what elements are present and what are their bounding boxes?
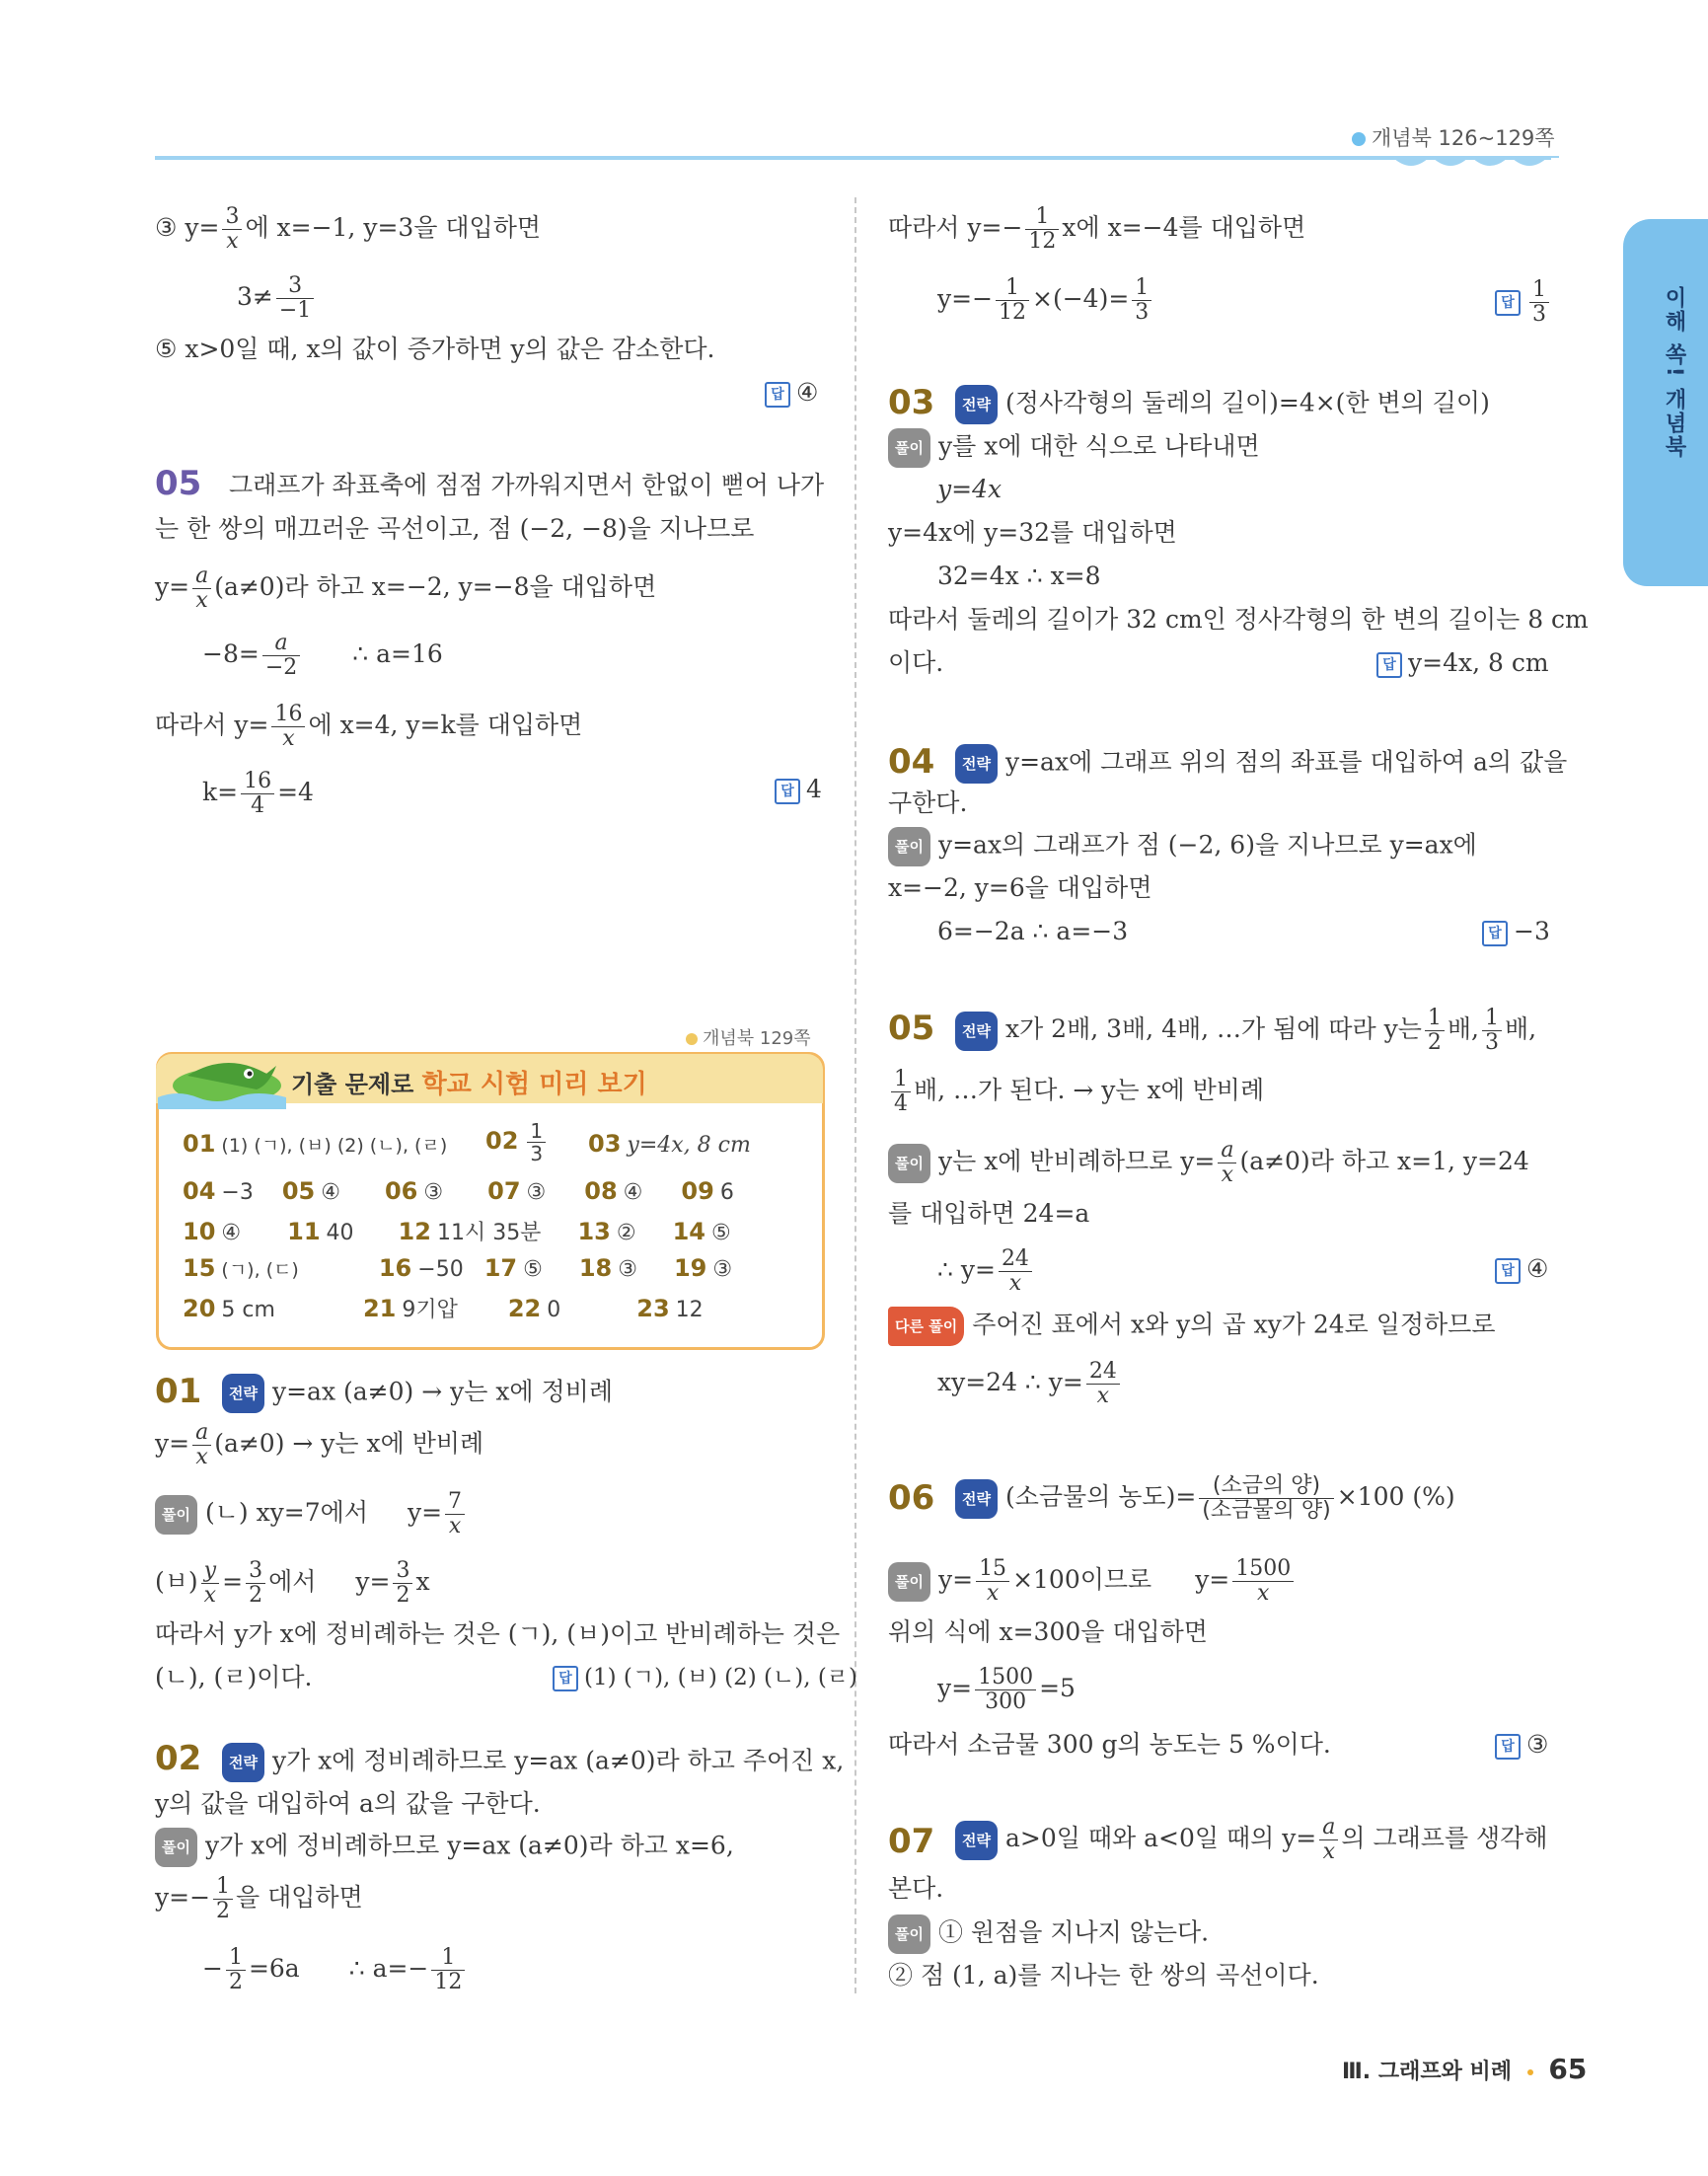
answer-icon: 답 — [1495, 1734, 1521, 1760]
left-p05-line6: k= $\frac{16}{4}$ =4 — [202, 769, 314, 819]
right-p07-line2: 본다. — [888, 1874, 944, 1903]
left-p05-line5: 따라서 y= $\frac{16}{x}$ 에 x=4, y=k를 대입하면 — [155, 702, 583, 752]
solution-tag: 풀이 — [155, 1828, 197, 1867]
right-p03-line1: 전략 (정사각형의 둘레의 길이)=4×(한 변의 길이) — [955, 385, 1490, 424]
right-p05-line2: $\frac{1}{4}$ 배, …가 된다. → y는 x에 반비례 — [888, 1068, 1264, 1116]
problem-number: 07 — [888, 1822, 935, 1861]
alt-solution-tag: 다른 풀이 — [888, 1307, 964, 1346]
right-p04-line5: 6=−2a ∴ a=−3 — [937, 917, 1129, 945]
box-row-1-item2: 02 $\frac{1}{3}$ — [485, 1120, 549, 1164]
right-p03-line7: 이다. — [888, 648, 944, 677]
left-p05-line4: −8= $\frac{a}{-2}$ ∴ a=16 — [202, 631, 443, 681]
strategy-tag: 전략 — [955, 744, 998, 784]
solution-tag: 풀이 — [155, 1495, 197, 1535]
right-p05-line4: 를 대입하면 24=a — [888, 1199, 1090, 1228]
strategy-tag: 전략 — [955, 1012, 998, 1051]
left-p01-line4: (ㅂ) $\frac{y}{x}$ = $\frac{3}{2}$ 에서 y= $\frac{3}{2}$ x — [155, 1558, 430, 1609]
right-p05-line5: ∴ y= $\frac{24}{x}$ — [937, 1247, 1035, 1296]
answer-icon: 답 — [1495, 1258, 1521, 1284]
left-p02-line3: 풀이 y가 x에 정비례하므로 y=ax (a≠0)라 하고 x=6, — [155, 1828, 734, 1867]
box-row-3: 10 ④ 11 40 12 11시 35분 13 ② 14 ⑤ — [183, 1218, 731, 1245]
right-p06-answer: 답 ③ — [1495, 1727, 1548, 1763]
left-p02-line2: y의 값을 대입하여 a의 값을 구한다. — [155, 1789, 541, 1818]
left-p05-line2: 는 한 쌍의 매끄러운 곡선이고, 점 (−2, −8)을 지나므로 — [155, 514, 755, 543]
wave-decoration — [1391, 156, 1559, 176]
problem-number: 05 — [155, 464, 202, 503]
bullet-icon — [1352, 132, 1366, 146]
strategy-tag: 전략 — [955, 385, 998, 424]
box-row-5: 20 5 cm 21 9기압 22 0 23 12 — [183, 1295, 704, 1322]
strategy-tag: 전략 — [955, 1821, 998, 1860]
right-p03-line5: 32=4x ∴ x=8 — [937, 562, 1101, 590]
right-p07-line4: ② 점 (1, a)를 지나는 한 쌍의 곡선이다. — [888, 1961, 1319, 1989]
right-p06-line4: y= $\frac{1500}{300}$ =5 — [937, 1665, 1076, 1715]
left-p04-answer: 답 ④ — [765, 375, 818, 411]
left-p02-line4: y=− $\frac{1}{2}$ 을 대입하면 — [155, 1874, 363, 1924]
solution-tag: 풀이 — [888, 827, 930, 866]
footer-dot-icon — [1527, 2069, 1533, 2075]
right-p06-line1: 전략 (소금물의 농도)= $\frac{\text{(소금의 양)}}{\text{(소금물의 양)}}$ ×100 (%) — [955, 1474, 1455, 1523]
bullet-icon — [686, 1033, 698, 1045]
right-p04-answer: 답 −3 — [1482, 914, 1550, 949]
strategy-tag: 전략 — [222, 1374, 264, 1413]
page-number: 65 — [1548, 2053, 1588, 2085]
answer-icon: 답 — [1495, 290, 1521, 316]
exam-box-title: 기출 문제로 학교 시험 미리 보기 — [291, 1070, 647, 1099]
strategy-tag: 전략 — [222, 1743, 264, 1782]
right-p04-line4: x=−2, y=6을 대입하면 — [888, 873, 1152, 902]
right-p04-line3: 풀이 y=ax의 그래프가 점 (−2, 6)을 지나므로 y=ax에 — [888, 827, 1477, 866]
left-p01-line5: 따라서 y가 x에 정비례하는 것은 (ㄱ), (ㅂ)이고 반비례하는 것은 — [155, 1619, 841, 1648]
answer-icon: 답 — [1376, 652, 1402, 678]
solution-tag: 풀이 — [888, 1144, 930, 1183]
side-tab-label: 이해 쏙! 개념북 — [1662, 286, 1686, 460]
problem-number: 01 — [155, 1372, 202, 1411]
right-p05-line7: xy=24 ∴ y= $\frac{24}{x}$ — [937, 1360, 1123, 1408]
right-p05-line1: 전략 x가 2배, 3배, 4배, …가 됨에 따라 y는 $\frac{1}{2}$ 배, $\frac{1}{3}$ 배, — [955, 1007, 1536, 1055]
answer-icon: 답 — [765, 382, 790, 408]
left-p01-line6: (ㄴ), (ㄹ)이다. — [155, 1663, 313, 1691]
right-p02c-answer: 답 $\frac{1}{3}$ — [1495, 278, 1552, 327]
left-p01-line2: y= $\frac{a}{x}$ (a≠0) → y는 x에 반비례 — [155, 1420, 484, 1470]
right-p07-line3: 풀이 ① 원점을 지나지 않는다. — [888, 1914, 1209, 1954]
problem-number: 05 — [888, 1009, 935, 1048]
answer-icon: 답 — [1482, 921, 1508, 946]
box-row-2: 04 −3 05 ④ 06 ③ 07 ③ 08 ④ 09 6 — [183, 1177, 734, 1205]
left-p02-line1: 전략 y가 x에 정비례하므로 y=ax (a≠0)라 하고 주어진 x, — [222, 1743, 844, 1782]
strategy-tag: 전략 — [955, 1479, 998, 1519]
right-p03-line2: 풀이 y를 x에 대한 식으로 나타내면 — [888, 428, 1260, 468]
left-p04-line1: ③ y= $\frac{3}{x}$ 에 x=−1, y=3을 대입하면 — [155, 204, 542, 255]
solution-tag: 풀이 — [888, 1562, 930, 1602]
solution-tag: 풀이 — [888, 1914, 930, 1954]
answer-icon: 답 — [775, 779, 800, 804]
footer-chapter: Ⅲ. 그래프와 비례 — [1342, 2060, 1512, 2084]
right-p03-line4: y=4x에 y=32를 대입하면 — [888, 518, 1177, 547]
box-row-1-item3: 03 y=4x, 8 cm — [588, 1130, 751, 1158]
right-p04-line2: 구한다. — [888, 788, 968, 817]
right-p03-line6: 따라서 둘레의 길이가 32 cm인 정사각형의 한 변의 길이는 8 cm — [888, 605, 1589, 634]
right-p05-line6: 다른 풀이 주어진 표에서 x와 y의 곱 xy가 24로 일정하므로 — [888, 1307, 1495, 1346]
right-p05-line3: 풀이 y는 x에 반비례하므로 y= $\frac{a}{x}$ (a≠0)라 하고 x=1, y=24 — [888, 1139, 1529, 1187]
right-p06-line3: 위의 식에 x=300을 대입하면 — [888, 1617, 1208, 1646]
problem-number: 03 — [888, 383, 935, 422]
left-p02-line5: − $\frac{1}{2}$ =6a ∴ a=− $\frac{1}{12}$ — [202, 1946, 468, 1994]
left-p01-answer: 답 (1) (ㄱ), (ㅂ) (2) (ㄴ), (ㄹ) — [553, 1660, 857, 1695]
left-p01-line1: 전략 y=ax (a≠0) → y는 x에 정비례 — [222, 1374, 613, 1413]
right-p02c-line1: 따라서 y=− $\frac{1}{12}$ x에 x=−4를 대입하면 — [888, 204, 1306, 255]
header-rule — [155, 156, 1551, 160]
left-p04-line2: 3≠ $\frac{3}{-1}$ — [237, 274, 317, 323]
right-p06-line5: 따라서 소금물 300 g의 농도는 5 %이다. — [888, 1730, 1331, 1759]
footer — [1342, 2053, 1587, 2085]
box-row-4: 15 (ㄱ), (ㄷ) 16 −50 17 ⑤ 18 ③ 19 ③ — [183, 1254, 733, 1282]
box-ref: 개념북 129쪽 — [686, 1024, 811, 1050]
left-p01-line3: 풀이 (ㄴ) xy=7에서 y= $\frac{7}{x}$ — [155, 1490, 468, 1538]
right-p07-line1: 전략 a>0일 때와 a<0일 때의 y= $\frac{a}{x}$ 의 그래프를 생각해 — [955, 1816, 1548, 1864]
problem-number: 06 — [888, 1478, 935, 1518]
left-p05-answer: 답 4 — [775, 772, 822, 807]
right-p03-line3: y=4x — [937, 475, 1003, 503]
right-p06-line2: 풀이 y= $\frac{15}{x}$ ×100이므로 y= $\frac{1500}{x}$ — [888, 1557, 1297, 1606]
crocodile-icon — [158, 1046, 286, 1109]
left-p04-line3: ⑤ x>0일 때, x의 값이 증가하면 y의 값은 감소한다. — [155, 335, 715, 363]
right-p04-line1: 전략 y=ax에 그래프 위의 점의 좌표를 대입하여 a의 값을 — [955, 744, 1567, 784]
solution-tag: 풀이 — [888, 428, 930, 468]
right-p02c-line2: y=− $\frac{1}{12}$ ×(−4)= $\frac{1}{3}$ — [937, 276, 1154, 325]
problem-number: 04 — [888, 742, 935, 782]
left-p05-line3: y= $\frac{a}{x}$ (a≠0)라 하고 x=−2, y=−8을 대입하면 — [155, 563, 657, 614]
answer-icon: 답 — [553, 1666, 578, 1691]
right-p05-answer: 답 ④ — [1495, 1251, 1548, 1287]
column-divider — [854, 197, 856, 1993]
right-p03-answer: 답 y=4x, 8 cm — [1376, 645, 1549, 681]
header-ref: 개념북 126~129쪽 — [1352, 122, 1555, 152]
left-p05-line1: 그래프가 좌표축에 점점 가까워지면서 한없이 뻗어 나가 — [229, 471, 825, 499]
box-row-1: 01 (1) (ㄱ), (ㅂ) (2) (ㄴ), (ㄹ) — [183, 1130, 448, 1158]
problem-number: 02 — [155, 1739, 202, 1778]
